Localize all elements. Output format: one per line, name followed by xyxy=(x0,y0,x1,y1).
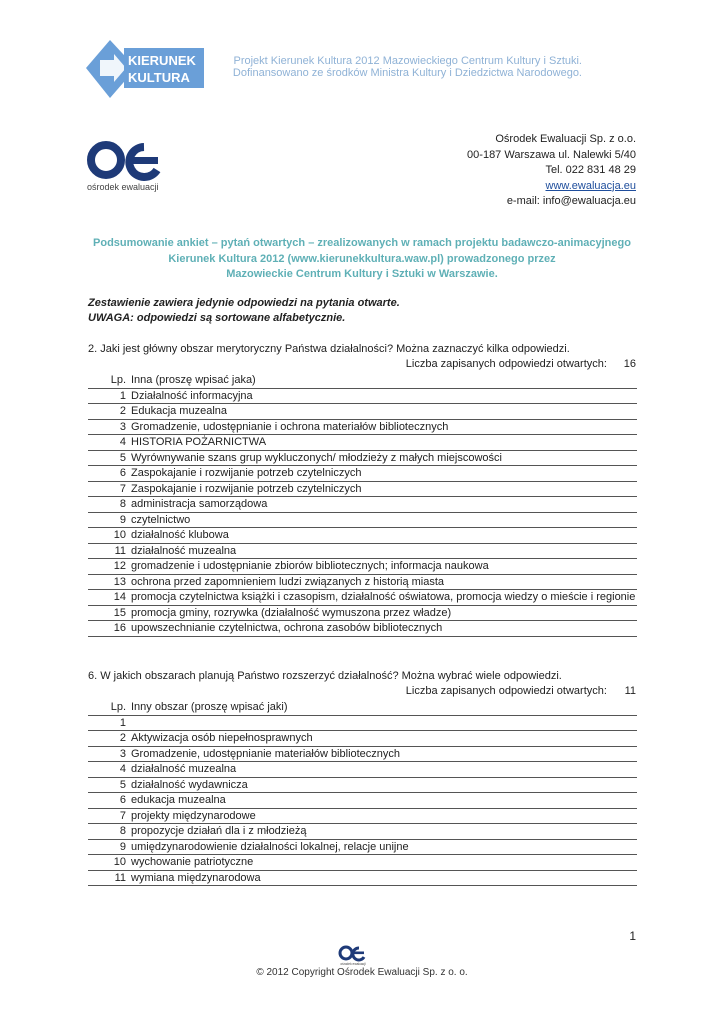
title-line-2: Kierunek Kultura 2012 (www.kierunekkultura.waw.pl) prowadzonego przez xyxy=(168,252,556,265)
row-text: Wyrównywanie szans grup wykluczonych/ młodzieży z małych miejscowości xyxy=(131,451,502,464)
org-email: e-mail: info@ewaluacja.eu xyxy=(506,195,636,207)
row-number: 13 xyxy=(113,575,126,588)
organization-info xyxy=(467,132,636,210)
project-line-2: Dofinansowano ze środków Ministra Kultury i Dziedzictwa Narodowego. xyxy=(232,67,582,79)
table-row xyxy=(88,497,637,513)
row-text: gromadzenie i udostępnianie zbiorów bibliotecznych; informacja naukowa xyxy=(131,560,489,572)
title-line-1: Podsumowanie ankiet – pytań otwartych – zrealizowanych w ramach projektu badawczo-animacyjnego xyxy=(93,237,631,249)
row-text: wymiana międzynarodowa xyxy=(131,871,261,884)
row-text: administracja samorządowa xyxy=(131,498,268,510)
row-number: 8 xyxy=(119,825,126,837)
row-number: 4 xyxy=(119,763,126,775)
table-row xyxy=(88,559,637,575)
row-number: 8 xyxy=(119,498,126,510)
row-text: działalność klubowa xyxy=(131,529,229,541)
table-row xyxy=(88,778,637,794)
table-row xyxy=(88,544,637,560)
oe-footer-caption: ośrodek ewaluacji xyxy=(340,962,366,966)
row-number: 11 xyxy=(114,544,126,557)
logo-text-kierunek: KIERUNEK xyxy=(128,53,196,68)
logo-text-kultura: KULTURA xyxy=(128,70,190,85)
table-row xyxy=(88,606,637,622)
row-number: 16 xyxy=(113,622,126,634)
table-row xyxy=(88,747,637,763)
row-number: 2 xyxy=(119,732,126,744)
note-line-1: Zestawienie zawiera jedynie odpowiedzi na pytania otwarte. xyxy=(88,297,400,309)
q6-table xyxy=(88,700,637,886)
row-number: 3 xyxy=(119,747,126,760)
row-number: 14 xyxy=(113,591,126,603)
table-row xyxy=(88,809,637,825)
row-number: 4 xyxy=(119,436,126,448)
org-name: Ośrodek Ewaluacji Sp. z o.o. xyxy=(495,133,636,145)
q2-count: 16 xyxy=(623,358,636,370)
table-row xyxy=(88,435,637,451)
table-row xyxy=(88,793,637,809)
table-row xyxy=(88,404,637,420)
row-number: 9 xyxy=(119,513,126,526)
row-text: upowszechnianie czytelnictwa, ochrona zasobów bibliotecznych xyxy=(131,622,443,634)
kierunek-kultura-logo xyxy=(84,38,206,100)
q6-col-lp: Lp. xyxy=(110,701,126,713)
table-row xyxy=(88,528,637,544)
q2-table-header xyxy=(88,373,637,389)
table-row xyxy=(88,466,637,482)
row-text: działalność muzealna xyxy=(131,763,237,775)
q6-table-header xyxy=(88,700,637,716)
row-number: 2 xyxy=(119,405,126,417)
table-row xyxy=(88,513,637,529)
row-text: wychowanie patriotyczne xyxy=(131,856,254,868)
q2-question: 2. Jaki jest główny obszar merytoryczny Państwa działalności? Można zaznaczyć kilka odpowiedzi. xyxy=(88,343,570,355)
table-row xyxy=(88,621,637,637)
row-text: działalność muzealna xyxy=(131,544,237,557)
table-row xyxy=(88,420,637,436)
table-row xyxy=(88,824,637,840)
row-number: 3 xyxy=(119,420,126,433)
table-row xyxy=(88,575,637,591)
org-phone: Tel. 022 831 48 29 xyxy=(545,164,636,176)
row-text: propozycje działań dla i z młodzieżą xyxy=(131,825,307,837)
q6-col-text: Inny obszar (proszę wpisać jaki) xyxy=(131,701,288,713)
row-text: Zaspokajanie i rozwijanie potrzeb czytelniczych xyxy=(131,482,362,495)
oe-logo-caption: ośrodek ewaluacji xyxy=(87,182,159,192)
row-text: edukacja muzealna xyxy=(131,794,226,806)
row-number: 10 xyxy=(113,529,126,541)
table-row xyxy=(88,762,637,778)
row-text: Gromadzenie, udostępnianie i ochrona materiałów bibliotecznych xyxy=(131,420,449,433)
q6-count: 11 xyxy=(624,685,636,697)
row-number: 12 xyxy=(113,560,126,572)
row-number: 9 xyxy=(119,840,126,853)
row-text: Gromadzenie, udostępnianie materiałów bibliotecznych xyxy=(131,747,401,760)
q6-count-label: Liczba zapisanych odpowiedzi otwartych: xyxy=(405,685,607,697)
project-line-1: Projekt Kierunek Kultura 2012 Mazowieckiego Centrum Kultury i Sztuki. xyxy=(233,55,582,67)
table-row xyxy=(88,871,637,887)
row-number: 1 xyxy=(119,716,126,729)
org-website-link[interactable]: www.ewaluacja.eu xyxy=(545,179,636,192)
row-text: promocja gminy, rozrywka (działalność wymuszona przez władze) xyxy=(131,606,452,619)
row-number: 15 xyxy=(113,606,126,619)
row-text: promocja czytelnictwa książki i czasopism, działalność oświatowa, promocja wiedzy o mieście i regionie xyxy=(131,591,636,603)
q2-count-label: Liczba zapisanych odpowiedzi otwartych: xyxy=(405,358,607,370)
row-text: HISTORIA POŻARNICTWA xyxy=(131,436,267,448)
row-text: umiędzynarodowienie działalności lokalnej, relacje unijne xyxy=(131,840,409,853)
row-text: ochrona przed zapomnieniem ludzi związanych z historią miasta xyxy=(131,575,445,588)
row-text: projekty międzynarodowe xyxy=(131,809,256,822)
row-number: 11 xyxy=(114,871,126,884)
row-text: czytelnictwo xyxy=(131,513,191,526)
table-row xyxy=(88,451,637,467)
org-address: 00-187 Warszawa ul. Nalewki 5/40 xyxy=(467,148,636,161)
table-row xyxy=(88,482,637,498)
q2-table xyxy=(88,373,637,637)
row-number: 6 xyxy=(119,794,126,806)
table-row xyxy=(88,389,637,405)
row-text: Działalność informacyjna xyxy=(131,389,253,402)
row-text: Zaspokajanie i rozwijanie potrzeb czytelniczych xyxy=(131,467,362,479)
document-title xyxy=(88,236,636,283)
row-text: Aktywizacja osób niepełnosprawnych xyxy=(131,732,313,744)
row-number: 7 xyxy=(119,482,126,495)
table-row xyxy=(88,855,637,871)
copyright: © 2012 Copyright Ośrodek Ewaluacji Sp. z o. o. xyxy=(256,967,468,978)
row-number: 5 xyxy=(119,451,126,464)
row-number: 7 xyxy=(119,809,126,822)
table-row xyxy=(88,840,637,856)
row-number: 1 xyxy=(119,389,126,402)
q2-col-text: Inna (proszę wpisać jaka) xyxy=(131,374,256,386)
note-line-2: UWAGA: odpowiedzi są sortowane alfabetycznie. xyxy=(88,312,346,324)
title-line-3: Mazowieckie Centrum Kultury i Sztuki w Warszawie. xyxy=(226,268,498,280)
row-text: Edukacja muzealna xyxy=(131,405,228,417)
row-text: działalność wydawnicza xyxy=(131,778,248,791)
table-row xyxy=(88,590,637,606)
row-number: 6 xyxy=(119,467,126,479)
q2-count-line xyxy=(406,358,636,370)
q6-count-line xyxy=(406,685,636,697)
notes xyxy=(88,296,400,326)
table-row xyxy=(88,716,637,732)
q2-col-lp: Lp. xyxy=(110,374,126,386)
q6-question: 6. W jakich obszarach planują Państwo rozszerzyć działalność? Można wybrać wiele odpowiedzi. xyxy=(88,670,562,682)
row-number: 10 xyxy=(113,856,126,868)
oe-footer-logo xyxy=(338,944,368,966)
page-number: 1 xyxy=(629,929,636,943)
table-row xyxy=(88,731,637,747)
row-number: 5 xyxy=(119,778,126,791)
